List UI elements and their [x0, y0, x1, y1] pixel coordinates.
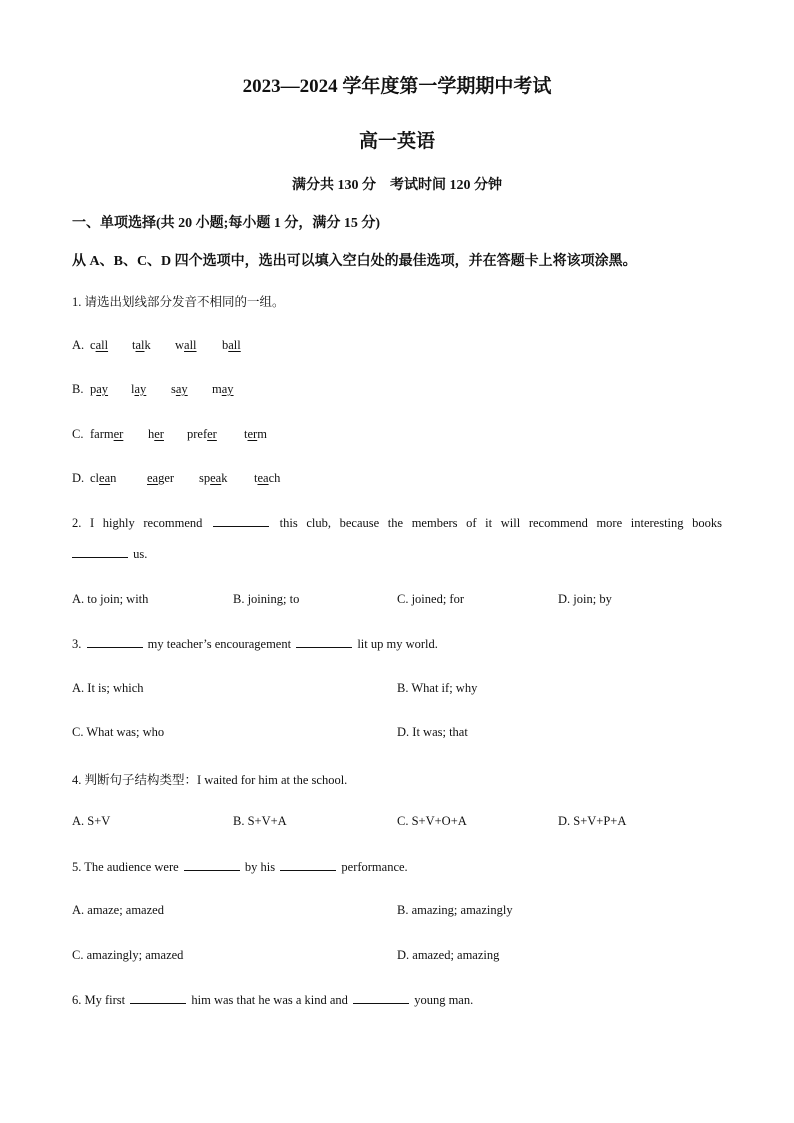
question-3-text-1: 3. — [72, 637, 82, 651]
question-1-word — [131, 382, 146, 397]
answer-blank — [296, 636, 352, 648]
word-prefix: b — [222, 338, 229, 352]
underlined-sound: all — [184, 338, 197, 352]
word-prefix: pref — [187, 427, 208, 441]
question-1-word — [147, 471, 174, 486]
question-1-word — [244, 427, 267, 442]
question-1-word — [90, 338, 108, 353]
underlined-sound: ay — [221, 382, 234, 396]
section-instruction: 从 A、B、C、D 四个选项中，选出可以填入空白处的最佳选项，并在答题卡上将该项涂黑。 — [72, 254, 637, 269]
question-1-option-letter[interactable]: A. — [72, 338, 85, 352]
question-1-word — [171, 382, 188, 397]
question-3-stem — [72, 636, 438, 652]
question-2-option-c[interactable]: C. joined; for — [397, 592, 465, 606]
question-2-option-b[interactable]: B. joining; to — [233, 592, 300, 606]
question-2-text-1: 2. I highly recommend — [72, 516, 203, 530]
question-4-option-d[interactable]: D. S+V+P+A — [558, 814, 627, 828]
question-5-text-3: performance. — [341, 860, 408, 874]
word-suffix: ch — [268, 471, 281, 485]
underlined-sound: ay — [134, 382, 147, 396]
question-2-stem-cont — [72, 546, 147, 562]
question-3-option-d[interactable]: D. It was; that — [397, 725, 468, 739]
question-3-option-c[interactable]: C. What was; who — [72, 725, 165, 739]
question-1-word — [212, 382, 234, 397]
word-suffix: k — [144, 338, 151, 352]
subject-title: 高一英语 — [358, 131, 435, 152]
question-4-stem: 4. 判断句子结构类型：I waited for him at the school. — [72, 773, 348, 787]
word-prefix: t — [244, 427, 248, 441]
question-5-stem — [72, 859, 408, 875]
question-1-word — [90, 382, 108, 397]
underlined-sound: ea — [99, 471, 111, 485]
question-1-word — [148, 427, 164, 442]
underlined-sound: er — [247, 427, 258, 441]
answer-blank — [213, 515, 269, 527]
question-3-option-b[interactable]: B. What if; why — [397, 681, 478, 695]
underlined-sound: all — [95, 338, 109, 352]
question-6-text-2: him was that he was a kind and — [191, 993, 348, 1007]
question-6-text-3: young man. — [414, 993, 474, 1007]
question-5-option-c[interactable]: C. amazingly; amazed — [72, 948, 184, 962]
word-prefix: sp — [199, 471, 211, 485]
question-1-word — [254, 471, 280, 486]
question-1-word — [187, 427, 217, 442]
word-suffix: k — [221, 471, 228, 485]
underlined-sound: er — [154, 427, 164, 441]
question-1-word — [175, 338, 197, 353]
word-prefix: w — [175, 338, 185, 352]
question-5-text-1: 5. The audience were — [72, 860, 179, 874]
question-1-option-letter[interactable]: C. — [72, 427, 84, 441]
word-prefix: m — [212, 382, 222, 396]
section-heading: 一、单项选择(共 20 小题;每小题 1 分，满分 15 分) — [72, 216, 380, 231]
answer-blank — [72, 546, 128, 558]
question-3-text-2: my teacher’s encouragement — [147, 637, 292, 651]
question-5-text-2: by his — [244, 860, 276, 874]
question-5-option-a[interactable]: A. amaze; amazed — [72, 903, 164, 917]
underlined-sound: ay — [175, 382, 188, 396]
word-prefix: c — [90, 338, 96, 352]
question-6-stem — [72, 992, 473, 1008]
question-4-option-a[interactable]: A. S+V — [72, 814, 111, 828]
word-prefix: farm — [90, 427, 114, 441]
answer-blank — [87, 636, 143, 648]
word-prefix: t — [132, 338, 136, 352]
underlined-sound: ea — [257, 471, 269, 485]
question-1-option-letter[interactable]: D. — [72, 471, 85, 485]
question-1-option-letter[interactable]: B. — [72, 382, 84, 396]
word-suffix: m — [257, 427, 267, 441]
underlined-sound: er — [207, 427, 217, 441]
underlined-sound: all — [228, 338, 241, 352]
word-suffix: ger — [158, 471, 175, 485]
word-prefix: p — [90, 382, 97, 396]
question-3-text-3: lit up my world. — [357, 637, 438, 651]
answer-blank — [353, 992, 409, 1004]
underlined-sound: er — [113, 427, 124, 441]
question-1-word — [132, 338, 151, 353]
answer-blank — [184, 859, 240, 871]
word-prefix: l — [131, 382, 135, 396]
question-2-text-2: this club, because the members of it will recommend more interesting books — [279, 516, 723, 530]
question-5-option-d[interactable]: D. amazed; amazing — [397, 948, 500, 962]
question-2-stem — [72, 515, 722, 531]
question-4-option-b[interactable]: B. S+V+A — [233, 814, 287, 828]
question-2-text-3: us. — [133, 547, 148, 561]
question-1-word — [90, 427, 123, 442]
underlined-sound: al — [135, 338, 145, 352]
question-3-option-a[interactable]: A. It is; which — [72, 681, 144, 695]
question-2-option-d[interactable]: D. join; by — [558, 592, 612, 606]
exam-info: 满分共 130 分 考试时间 120 分钟 — [292, 178, 502, 193]
question-1-word — [199, 471, 227, 486]
question-5-option-b[interactable]: B. amazing; amazingly — [397, 903, 513, 917]
word-prefix: s — [171, 382, 176, 396]
answer-blank — [280, 859, 336, 871]
question-4-option-c[interactable]: C. S+V+O+A — [397, 814, 467, 828]
word-prefix: t — [254, 471, 258, 485]
underlined-sound: ay — [96, 382, 109, 396]
exam-title: 2023—2024 学年度第一学期期中考试 — [242, 76, 552, 97]
question-1-word — [90, 471, 116, 486]
word-prefix: cl — [90, 471, 100, 485]
word-suffix: n — [110, 471, 117, 485]
underlined-sound: ea — [147, 471, 159, 485]
answer-blank — [130, 992, 186, 1004]
question-2-option-a[interactable]: A. to join; with — [72, 592, 149, 606]
question-6-text-1: 6. My first — [72, 993, 126, 1007]
underlined-sound: ea — [210, 471, 222, 485]
question-1-stem: 1. 请选出划线部分发音不相同的一组。 — [72, 295, 285, 309]
word-prefix: h — [148, 427, 155, 441]
question-1-word — [222, 338, 241, 353]
